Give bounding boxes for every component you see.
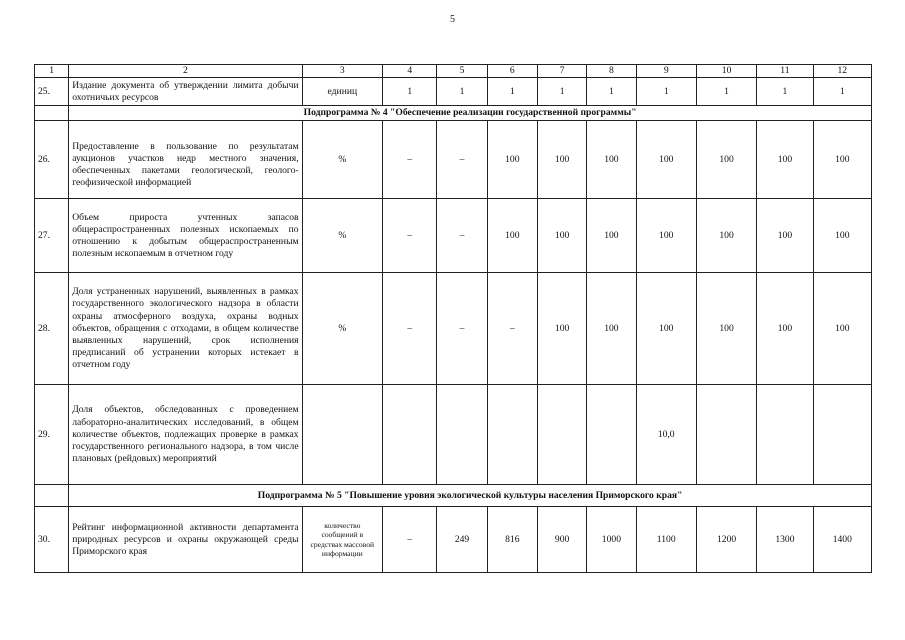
page-number: 5 (450, 14, 455, 25)
header-cell: 12 (813, 65, 871, 78)
value-cell (537, 385, 586, 485)
value-cell: 100 (636, 121, 696, 199)
value-cell: 100 (696, 199, 756, 273)
value-cell: 1 (636, 78, 696, 106)
unit-cell (302, 385, 382, 485)
indicators-table (34, 64, 872, 573)
header-cell: 11 (757, 65, 813, 78)
value-cell: 100 (537, 199, 586, 273)
value-cell: 1 (813, 78, 871, 106)
header-cell: 8 (587, 65, 636, 78)
value-cell (813, 385, 871, 485)
header-cell: 5 (437, 65, 487, 78)
table-row (35, 273, 872, 385)
value-cell: 100 (757, 273, 813, 385)
value-cell: 100 (757, 121, 813, 199)
subprogram-blank (35, 485, 69, 507)
unit-cell: % (302, 121, 382, 199)
value-cell (383, 385, 437, 485)
unit-cell: % (302, 273, 382, 385)
row-number: 29. (35, 385, 69, 485)
value-cell: 10,0 (636, 385, 696, 485)
table-header-row (35, 65, 872, 78)
indicator-name: Издание документа об утверждении лимита добычи охотничьих ресурсов (69, 78, 302, 106)
header-cell: 4 (383, 65, 437, 78)
row-number: 30. (35, 507, 69, 573)
value-cell: 1 (696, 78, 756, 106)
value-cell: 100 (636, 199, 696, 273)
value-cell: 900 (537, 507, 586, 573)
header-cell: 1 (35, 65, 69, 78)
value-cell: – (383, 507, 437, 573)
indicator-name: Рейтинг информационной активности департамента природных ресурсов и охраны окружающей среды Приморского края (69, 507, 302, 573)
value-cell: 100 (813, 121, 871, 199)
value-cell (757, 385, 813, 485)
subprogram-row (35, 106, 872, 121)
table-row (35, 385, 872, 485)
value-cell: 1 (587, 78, 636, 106)
indicator-name: Объем прироста учтенных запасов общераспространенных полезных ископаемых по отношению к добытым общераспространенным полезным ископаемым в отчетном году (69, 199, 302, 273)
value-cell: 249 (437, 507, 487, 573)
value-cell: 100 (537, 273, 586, 385)
table-row (35, 121, 872, 199)
value-cell: 100 (696, 273, 756, 385)
value-cell: – (437, 121, 487, 199)
indicator-name: Доля объектов, обследованных с проведением лабораторно-аналитических исследований, в общем количестве объектов, подлежащих проверке в рамках государственного регионального надзора, в том числе плановых (рейдовых) мероприятий (69, 385, 302, 485)
value-cell: 1400 (813, 507, 871, 573)
value-cell: 1 (487, 78, 537, 106)
subprogram-4-title: Подпрограмма № 4 "Обеспечение реализации государственной программы" (69, 106, 872, 121)
value-cell: 1 (757, 78, 813, 106)
header-cell: 9 (636, 65, 696, 78)
value-cell: 100 (696, 121, 756, 199)
value-cell: 1300 (757, 507, 813, 573)
table-row (35, 78, 872, 106)
indicator-name: Доля устраненных нарушений, выявленных в рамках государственного экологического надзора в области охраны атмосферного воздуха, охраны водных объектов, обращения с отходами, в общем количестве выявленных нарушений, срок исполнения предписаний об устранении которых истекает в отчетном году (69, 273, 302, 385)
row-number: 26. (35, 121, 69, 199)
value-cell: 100 (757, 199, 813, 273)
row-number: 28. (35, 273, 69, 385)
header-cell: 7 (537, 65, 586, 78)
value-cell: 1200 (696, 507, 756, 573)
row-number: 27. (35, 199, 69, 273)
value-cell: 100 (587, 121, 636, 199)
indicator-name: Предоставление в пользование по результатам аукционов участков недр местного значения, обеспеченных пакетами геологической, геолого-геофизической информацией (69, 121, 302, 199)
value-cell: 1000 (587, 507, 636, 573)
value-cell: – (383, 199, 437, 273)
value-cell: 1 (383, 78, 437, 106)
header-cell: 10 (696, 65, 756, 78)
value-cell (437, 385, 487, 485)
value-cell: 100 (487, 121, 537, 199)
unit-cell: % (302, 199, 382, 273)
value-cell (587, 385, 636, 485)
row-number: 25. (35, 78, 69, 106)
header-cell: 2 (69, 65, 302, 78)
value-cell: – (383, 121, 437, 199)
value-cell: – (437, 199, 487, 273)
table-row (35, 199, 872, 273)
value-cell: 100 (813, 273, 871, 385)
value-cell (696, 385, 756, 485)
subprogram-blank (35, 106, 69, 121)
value-cell: 100 (636, 273, 696, 385)
value-cell: 1100 (636, 507, 696, 573)
value-cell: – (383, 273, 437, 385)
value-cell: 100 (487, 199, 537, 273)
subprogram-row (35, 485, 872, 507)
value-cell (487, 385, 537, 485)
value-cell: 100 (587, 273, 636, 385)
value-cell: 1 (437, 78, 487, 106)
header-cell: 3 (302, 65, 382, 78)
value-cell: 100 (813, 199, 871, 273)
value-cell: – (437, 273, 487, 385)
unit-cell: единиц (302, 78, 382, 106)
table-row (35, 507, 872, 573)
header-cell: 6 (487, 65, 537, 78)
value-cell: 100 (537, 121, 586, 199)
value-cell: – (487, 273, 537, 385)
value-cell: 100 (587, 199, 636, 273)
value-cell: 1 (537, 78, 586, 106)
subprogram-5-title: Подпрограмма № 5 "Повышение уровня экологической культуры населения Приморского края" (69, 485, 872, 507)
unit-cell: количество сообщений в средствах массовой информации (302, 507, 382, 573)
value-cell: 816 (487, 507, 537, 573)
